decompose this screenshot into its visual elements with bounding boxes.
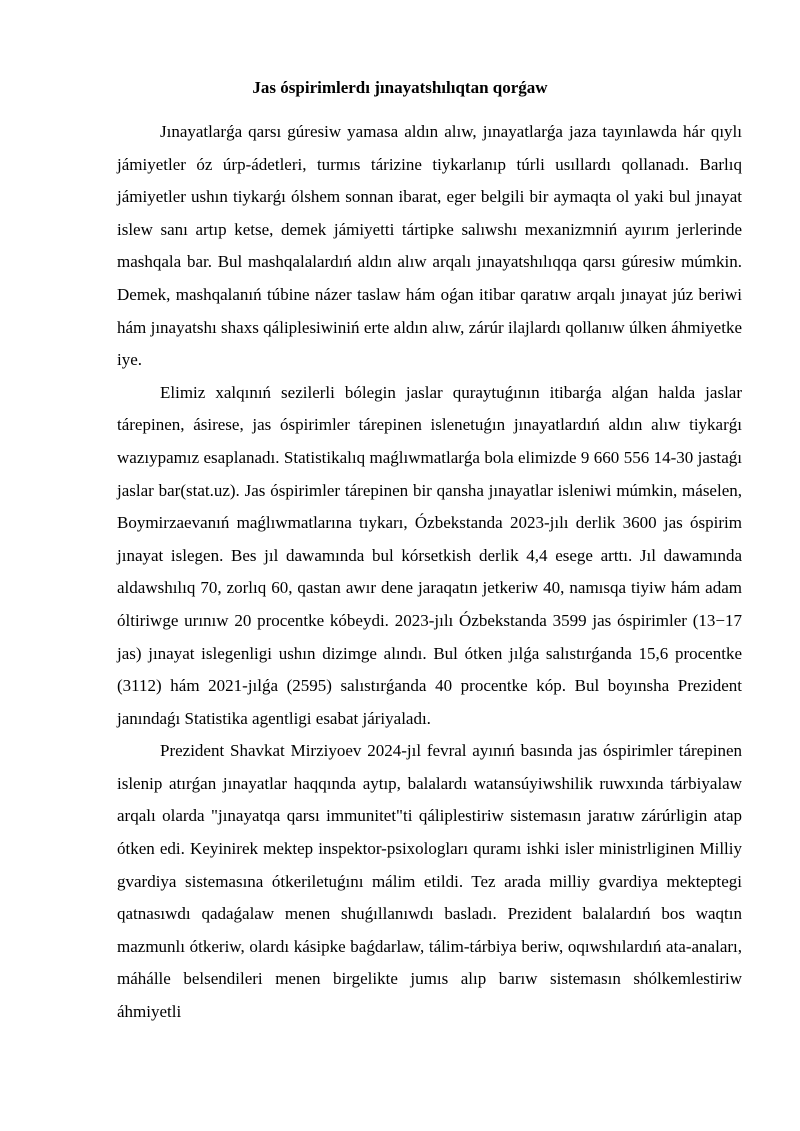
- paragraph-2: Elimiz xalqınıń sezilerli bólegin jaslar quraytuǵının itibarǵa alǵan halda jaslar tárepinen, ásirese, jas óspirimler tárepinen islenetuǵın jınayatlardıń aldın alıw tiykarǵı wazıypamız esaplanadı. Statistikalıq maǵlıwmatlarǵa bola elimizde 9 660 556 14-30 jastaǵı jaslar bar(stat.uz). Jas óspirimler tárepinen bir qansha jınayatlar isleniwi múmkin, máselen, Boymirzaevanıń maǵlıwmatlarına tıykarı, Ózbekstanda 2023-jılı derlik 3600 jas óspirim jınayat islegen. Bes jıl dawamında bul kórsetkish derlik 4,4 esege arttı. Jıl dawamında aldawshılıq 70, zorlıq 60, qastan awır dene jaraqatın jetkeriw 40, namısqa tiyiw hám adam óltiriwge urınıw 20 procentke kóbeydi. 2023-jılı Ózbekstanda 3599 jas óspirimler (13−17 jas) jınayat islegenligi ushın dizimge alındı. Bul ótken jılǵa salıstırǵanda 15,6 procentke (3112) hám 2021-jılǵa (2595) salıstırǵanda 40 procentke kóp. Bul boyınsha Prezident janındaǵı Statistika agentligi esabat járiyaladı.: [117, 382, 742, 728]
- paragraph-3: Prezident Shavkat Mirziyoev 2024-jıl fevral ayınıń basında jas óspirimler tárepinen islenip atırǵan jınayatlar haqqında aytıp, balalardı watansúyiwshilik ruwxında tárbiyalaw arqalı olarda "jınayatqa qarsı immunitet"ti qáliplestiriw sistemasın jaratıw zárúrligin atap ótken edi. Keyinirek mektep inspektor-psixologları quramı ishki isler ministrliginen Milliy gvardiya sistemasına ótkeriletuǵını málim etildi. Tez arada milliy gvardiya mekteptegi qatnasıwdı qadaǵalaw menen shuǵıllanıwdı basladı. Prezident balalardıń bos waqtın mazmunlı ótkeriw, olardı kásipke baǵdarlaw, tálim-tárbiya beriw, oqıwshılardıń ata-anaları, máhálle belsendileri menen birgelikte jumıs alıp barıw sistemasın shólkemlestiriw áhmiyetli: [117, 741, 742, 1022]
- document-title: Jas óspirimlerdı jınayatshılıqtan qorǵaw: [252, 78, 548, 97]
- paragraph-1: Jınayatlarǵa qarsı gúresiw yamasa aldın alıw, jınayatlarǵa jaza tayınlawda hár qıylı jámiyetler óz úrp-ádetleri, turmıs tárizine tiykarlanıp túrli usıllardı qollanadı. Barlıq jámiyetler ushın tiykarǵı ólshem sonnan ibarat, eger belgili bir aymaqta ol yaki bul jınayat islew sanı artıp ketse, demek jámiyetti tártipke salıwshı mexanizmniń ayırım jerlerinde mashqala bar. Bul mashqalalardıń aldın alıw arqalı jınayatshılıqqa qarsı gúresiw múmkin. Demek, mashqalanıń túbine názer taslaw hám oǵan itibar qaratıw arqalı jınayat júz beriwi hám jınayatshı shaxs qáliplesiwiniń erte aldın alıw, zárúr ilajlardı qollanıw úlken áhmiyetke iye.: [117, 122, 742, 370]
- document-body: [117, 116, 742, 1029]
